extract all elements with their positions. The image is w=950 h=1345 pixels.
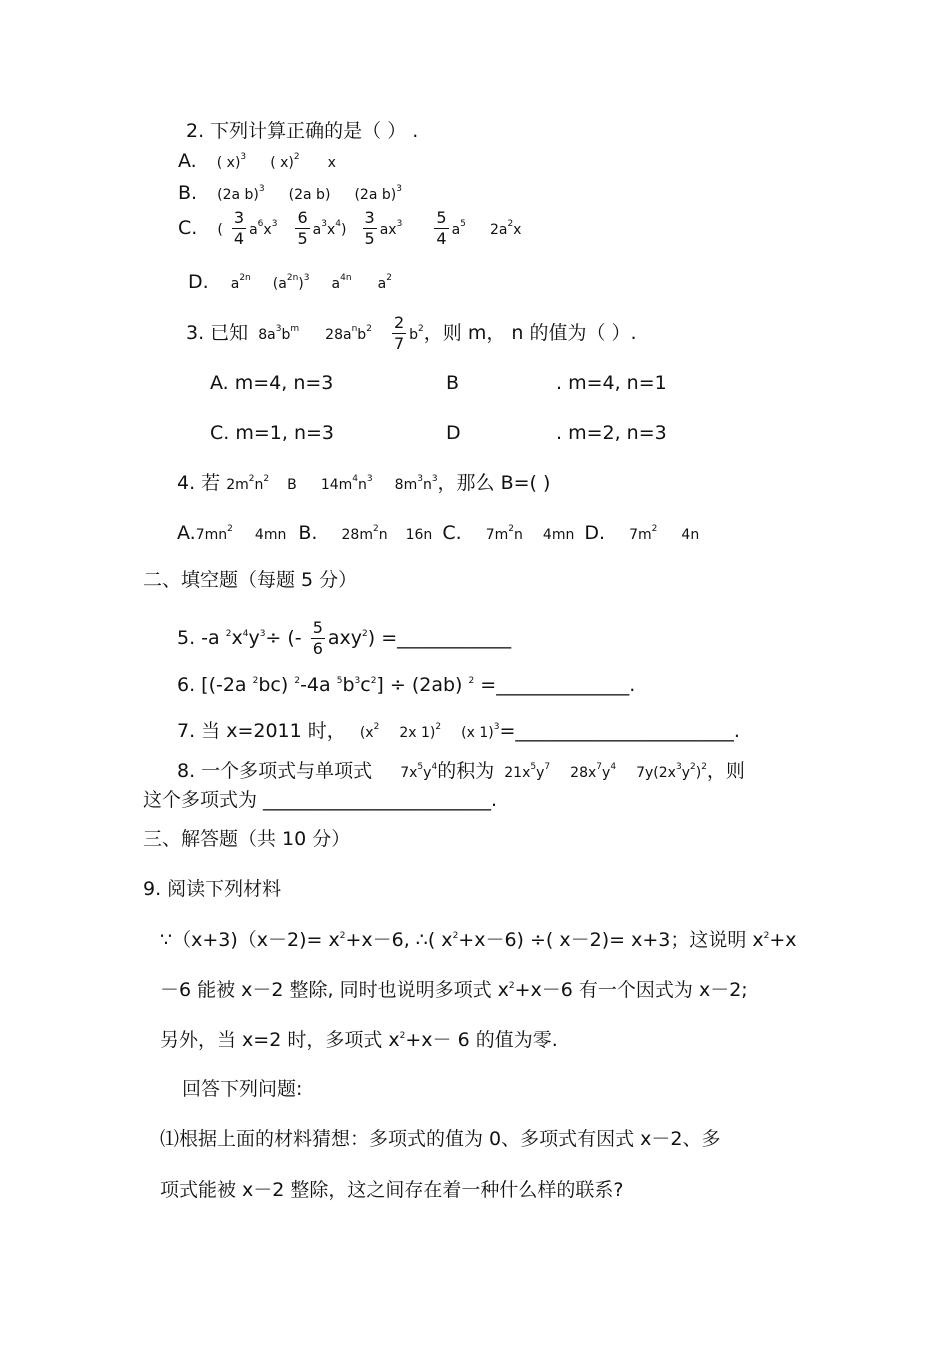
q2-option-d: D. $a^{2n}$ $(a^{2n})^3$ $a^{4n}$ $a^2$ (188, 271, 392, 293)
q3-option-b-label: B (446, 372, 460, 394)
q3-heading: 3. 已知 $8a^3b^m$ $28a^nb^2$ $\frac{2}{7}$ $b^2$，则 m， n 的值为（ ）. (186, 313, 637, 353)
q2-option-a: A. ( x)$^3$ ( x)$^2$ x (178, 150, 336, 172)
q3-option-b: . m=4, n=1 (556, 372, 667, 394)
q2-option-c: C. ( $\frac{3}{4}$ $a^6x^3$ $\frac{6}{5}$ $a^3x^4$) $\frac{3}{5}$ $ax^3$ $\frac{5}{4}$ $a^5$ $2a^2x$ (178, 208, 522, 248)
fraction-numerator: 5 (436, 208, 447, 227)
section-heading-answer: 三、解答题（共 10 分） (143, 828, 351, 850)
q3-option-d: . m=2, n=3 (556, 422, 667, 444)
q7: 7. 当 x=2011 时， ($x^2$ 2x 1)$^2$ (x 1)$^3$=_______________________. (177, 720, 740, 742)
q3-option-c: C. m=1, n=3 (210, 422, 334, 444)
q2-heading: 2. 下列计算正确的是（ ） . (186, 120, 419, 142)
fraction (434, 210, 448, 247)
q9-material-line2: －6 能被 x－2 整除, 同时也说明多项式 $x^2+x-6$ 有一个因式为 x－2; (160, 979, 748, 1001)
q9-material-line3: 另外，当 x=2 时，多项式 $x^2+x- 6$ 的值为零. (160, 1029, 558, 1051)
fraction (311, 620, 325, 657)
q8-line1: 8. 一个多项式与单项式 $7x^5y^4$的积为 $21x^5y^7$ $28x^7y^4$ $7y(2x^3y^2)^2$，则 (177, 760, 745, 782)
fraction-denominator: 5 (297, 229, 308, 248)
fraction-denominator: 4 (436, 229, 447, 248)
q4-heading: 4. 若 $2m^2n^2$ B $14m^4n^3$ $8m^3n^3$，那么 B=( ) (177, 472, 551, 494)
fraction-denominator: 5 (364, 229, 375, 248)
q8-line2: 这个多项式为 ________________________. (143, 789, 498, 811)
q6: 6. [(-2a $^2$bc) $^2$-4a $^5b^3c^2] \div (2ab)$ $^2$ =______________. (177, 674, 636, 696)
q3-option-a: A. m=4, n=3 (210, 372, 334, 394)
fraction-denominator: 7 (393, 334, 405, 353)
q4-options: $A.7mn^2$ 4mn B. $28m^2n$ 16n C. $7m^2n$ 4mn D. $7m^2$ 4n (177, 522, 700, 544)
fraction-numerator: 3 (364, 208, 375, 227)
q5: 5. -a $^2x^4y^3\div$ (- $\frac{5}{6}$ axy$^2$) =____________ (177, 618, 512, 658)
q9-question1-line1: ⑴根据上面的材料猜想：多项式的值为 0、多项式有因式 x－2、多 (160, 1128, 721, 1150)
q9-prompt: 回答下列问题: (182, 1078, 303, 1100)
q3-option-d-label: D (446, 422, 461, 444)
fraction-numerator: 5 (312, 618, 323, 637)
fraction-denominator: 6 (312, 639, 323, 658)
q9-title: 9. 阅读下列材料 (143, 878, 282, 900)
q9-question1-line2: 项式能被 x－2 整除，这之间存在着一种什么样的联系? (160, 1179, 624, 1201)
q2-option-b: B. (2a b)$^3$ (2a b) (2a b)$^3$ (178, 182, 402, 204)
q9-material-line1: ∵（x+3)（x－2)= $x^2+x-6$, ∴( $x^2+x-6$) ÷( x－2)= x+3；这说明 $x^2+x$ (160, 929, 797, 951)
fraction-numerator: 3 (233, 208, 245, 227)
fraction-numerator: 2 (393, 313, 405, 332)
fraction-numerator: 6 (297, 208, 308, 227)
fraction (392, 315, 406, 352)
fraction-denominator: 4 (233, 229, 245, 248)
section-heading-fill-in: 二、填空题（每题 5 分） (143, 569, 358, 591)
fraction (363, 210, 377, 247)
fraction (295, 210, 309, 247)
fraction (232, 210, 246, 247)
